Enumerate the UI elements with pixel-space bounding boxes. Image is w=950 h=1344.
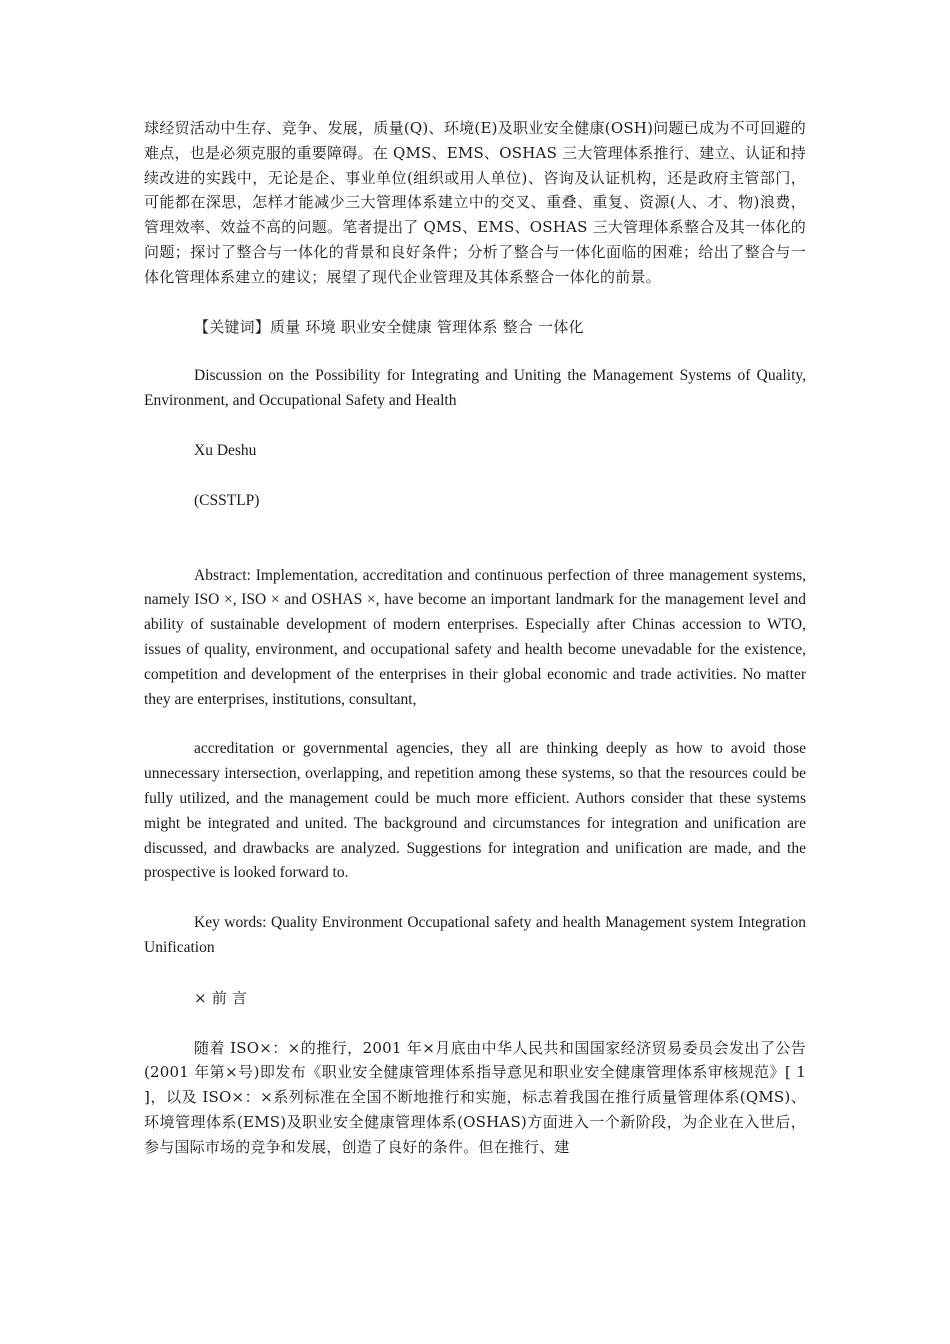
author-affiliation: (CSSTLP) bbox=[194, 491, 260, 509]
section-heading-preface: × 前 言 bbox=[194, 988, 248, 1007]
keywords-cn: 【关键词】质量 环境 职业安全健康 管理体系 整合 一体化 bbox=[194, 317, 584, 336]
abstract-en-paragraph-2: accreditation or governmental agencies, they all are thinking deeply as how to avoid those unnecessary intersection, overlapping, and repetition among these systems, so that the resources could be fully utilized, and the management could be much more efficient. Authors consider that these systems might be integrated and united. The background and circumstances for integration and unification are discussed, and drawbacks are analyzed. Suggestions for integration and unification are made, and the prospective is looked forward to. bbox=[144, 740, 806, 882]
document-page bbox=[144, 116, 806, 1185]
abstract-en-paragraph-1: Abstract: Implementation, accreditation and continuous perfection of three management systems, namely ISO ×, ISO × and OSHAS ×, have become an important landmark for the management level and ability of sustainable development of modern enterprises. Especially after Chinas accession to WTO, issues of quality, environment, and occupational safety and health become unevadable for the existence, competition and development of the enterprises in their global economic and trade activities. No matter they are enterprises, institutions, consultant, bbox=[144, 566, 806, 708]
intro-paragraph: 随着 ISO×：×的推行，2001 年×月底由中华人民共和国国家经济贸易委员会发出了公告(2001 年第×号)即发布《职业安全健康管理体系指导意见和职业安全健康管理体系审核规范》[ 1 ]，以及 ISO×：×系列标准在全国不断地推行和实施，标志着我国在推行质量管理体系(QMS)、环境管理体系(EMS)及职业安全健康管理体系(OSHAS)方面进入一个新阶段，为企业在入世后，参与国际市场的竞争和发展，创造了良好的条件。但在推行、建 bbox=[144, 1038, 806, 1156]
abstract-cn-paragraph: 球经贸活动中生存、竞争、发展，质量(Q)、环境(E)及职业安全健康(OSH)问题已成为不可回避的难点，也是必须克服的重要障碍。在 QMS、EMS、OSHAS 三大管理体系推行、建立、认证和持续改进的实践中，无论是企、事业单位(组织或用人单位)、咨询及认证机构，还是政府主管部门，可能都在深思，怎样才能减少三大管理体系建立中的交叉、重叠、重复、资源(人、才、物)浪费，管理效率、效益不高的问题。笔者提出了 QMS、EMS、OSHAS 三大管理体系整合及其一体化的问题；探讨了整合与一体化的背景和良好条件；分析了整合与一体化面临的困难；给出了整合与一体化管理体系建立的建议；展望了现代企业管理及其体系整合一体化的前景。 bbox=[144, 119, 806, 286]
author-name: Xu Deshu bbox=[194, 441, 257, 459]
keywords-en: Key words: Quality Environment Occupational safety and health Management system Integration Unification bbox=[144, 914, 806, 956]
english-title: Discussion on the Possibility for Integrating and Uniting the Management Systems of Quality, Environment, and Occupational Safety and Health bbox=[144, 367, 806, 410]
